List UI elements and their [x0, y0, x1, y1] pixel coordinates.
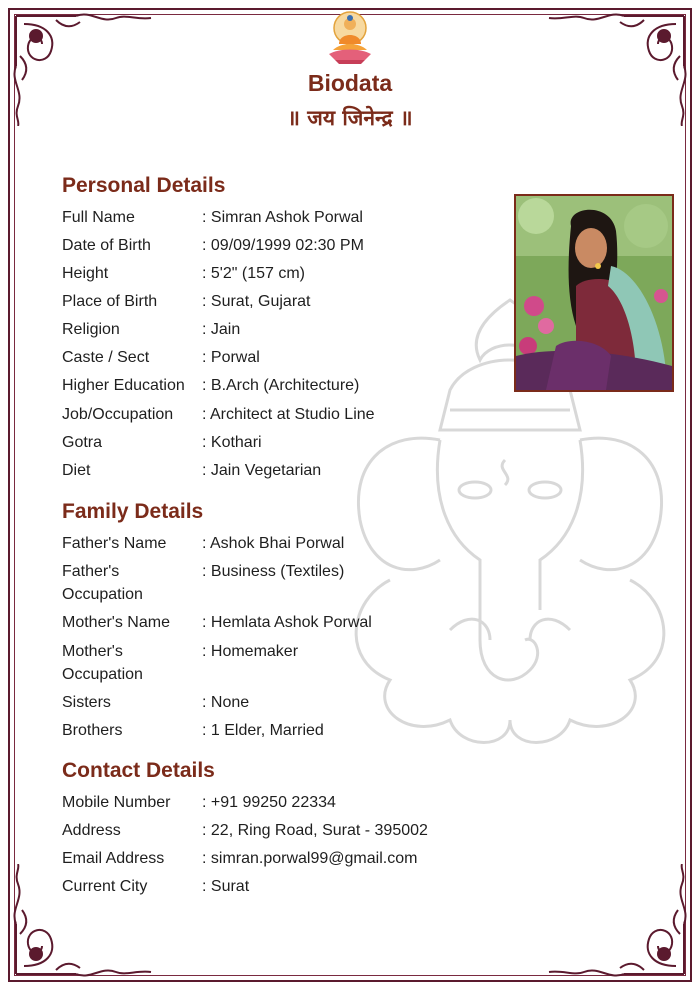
page-title: Biodata: [307, 70, 393, 96]
field-value: : 09/09/1999 02:30 PM: [202, 237, 364, 254]
field-label: Mobile Number: [62, 794, 171, 811]
field-value: : Business (Textiles): [202, 563, 345, 580]
field-label: Mother's Name: [62, 614, 170, 631]
field-value: : 1 Elder, Married: [202, 722, 324, 739]
field-label: Father's Occupation: [62, 563, 143, 603]
page-subtitle: ॥ जय जिनेन्द्र ॥: [287, 106, 413, 130]
contact-details-heading: Contact Details: [62, 759, 215, 782]
field-value: : 22, Ring Road, Surat - 395002: [202, 822, 428, 839]
field-value: : Kothari: [202, 434, 262, 451]
field-label: Father's Name: [62, 535, 167, 552]
field-label: Mother's Occupation: [62, 643, 143, 683]
field-label: Height: [62, 265, 109, 282]
field-value: : Simran Ashok Porwal: [202, 209, 363, 226]
field-value: : Jain: [202, 321, 241, 338]
field-value: : Porwal: [202, 349, 260, 366]
field-value: : Hemlata Ashok Porwal: [202, 614, 372, 631]
field-label: Diet: [62, 462, 91, 479]
field-value: : Jain Vegetarian: [202, 462, 322, 479]
field-label: Current City: [62, 878, 148, 895]
family-details-heading: Family Details: [62, 500, 204, 523]
field-label: Brothers: [62, 722, 123, 739]
field-label: Job/Occupation: [62, 406, 174, 423]
photo-image: [516, 196, 672, 390]
field-value: : B.Arch (Architecture): [202, 377, 360, 394]
field-label: Sisters: [62, 694, 111, 711]
field-label: Higher Education: [62, 377, 185, 394]
field-value: : simran.porwal99@gmail.com: [202, 850, 418, 867]
field-label: Date of Birth: [62, 237, 151, 254]
field-value: : Homemaker: [202, 643, 299, 660]
corner-ornament-icon: [544, 864, 694, 984]
field-value: : Ashok Bhai Porwal: [202, 535, 345, 552]
field-value: : None: [202, 694, 250, 711]
field-value: : Architect at Studio Line: [202, 406, 375, 423]
field-value: : 5'2" (157 cm): [202, 265, 305, 282]
field-label: Religion: [62, 321, 120, 338]
field-value: : Surat: [202, 878, 250, 895]
field-label: Gotra: [62, 434, 103, 451]
field-value: : +91 99250 22334: [202, 794, 336, 811]
personal-details-heading: Personal Details: [62, 174, 226, 197]
field-label: Place of Birth: [62, 293, 158, 310]
field-label: Email Address: [62, 850, 165, 867]
buddha-icon: [325, 10, 375, 66]
field-label: Full Name: [62, 209, 135, 226]
field-value: : Surat, Gujarat: [202, 293, 311, 310]
field-label: Address: [62, 822, 121, 839]
field-label: Caste / Sect: [62, 349, 150, 366]
profile-photo: [514, 194, 674, 392]
